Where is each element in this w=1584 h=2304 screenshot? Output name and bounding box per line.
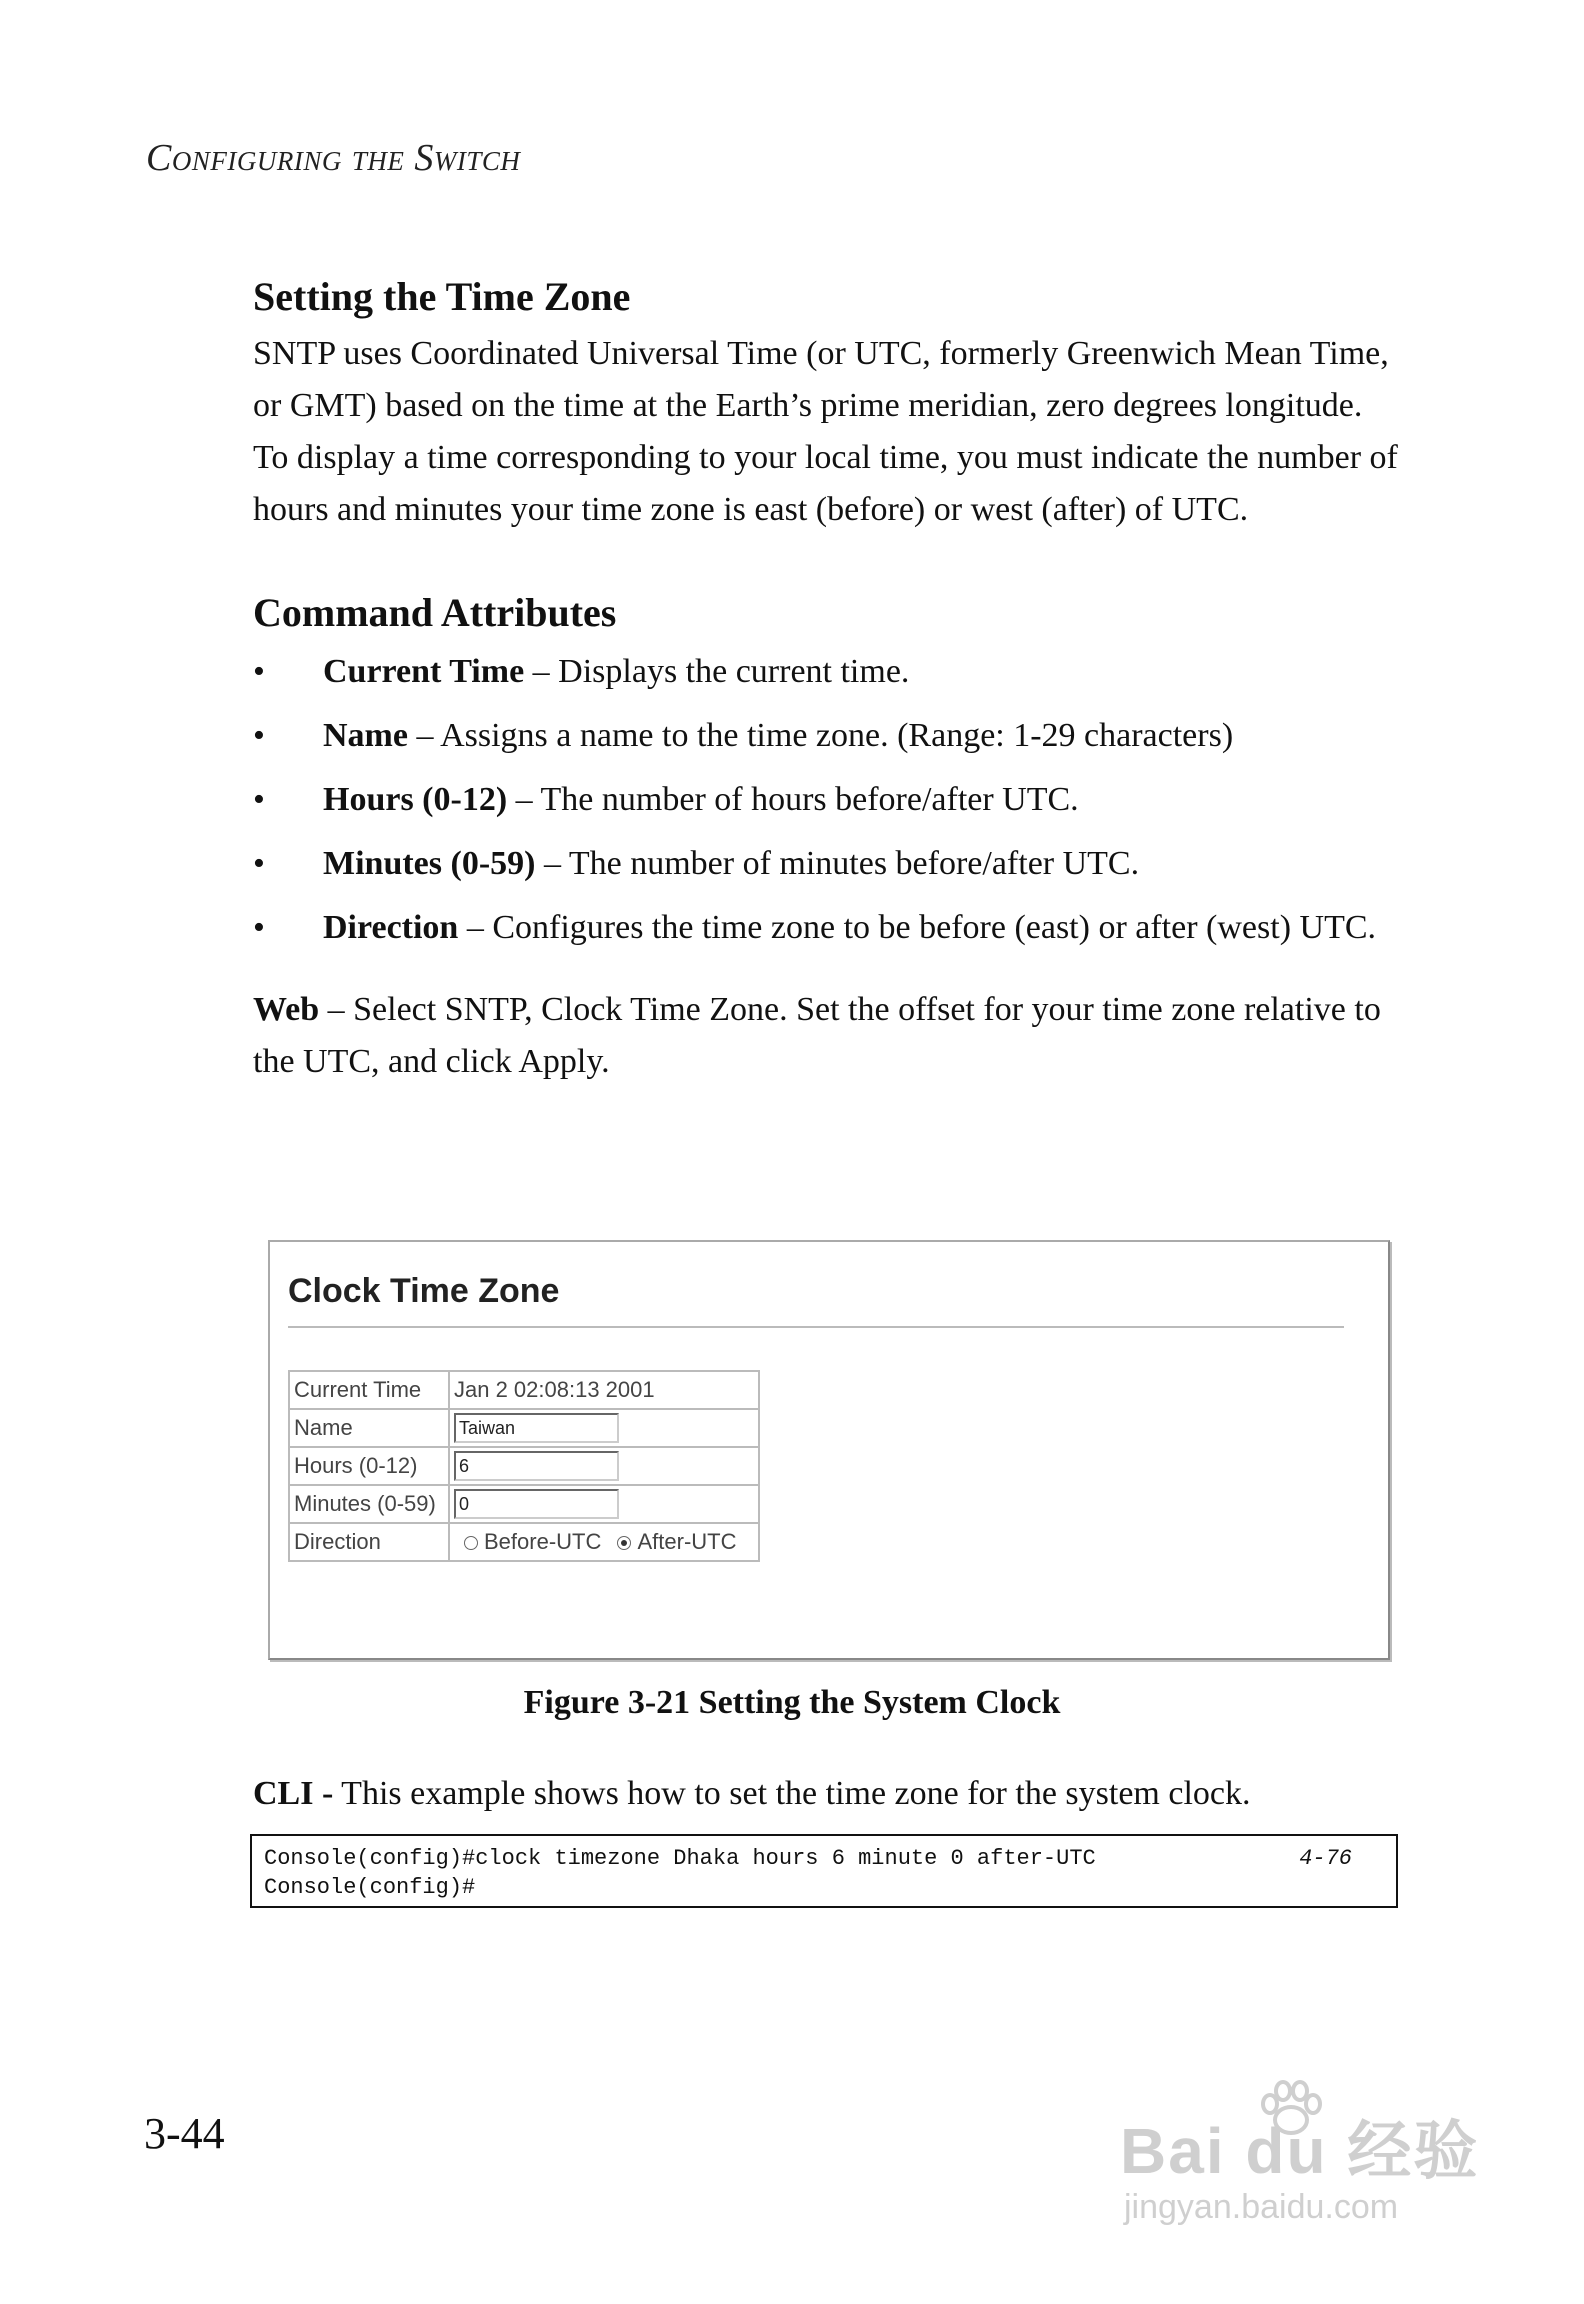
minutes-label: Minutes (0-59) (289, 1485, 449, 1523)
watermark-brand: Bai du 经验 (1120, 2115, 1480, 2187)
bullet-icon: • (253, 909, 265, 946)
bullet-icon: • (253, 845, 265, 882)
name-input[interactable]: Taiwan (454, 1413, 619, 1443)
section-title-time-zone: Setting the Time Zone (253, 274, 631, 319)
attribute-item: • Direction – Configures the time zone to be before (east) or after (west) UTC. (253, 902, 1398, 954)
screenshot-title: Clock Time Zone (288, 1272, 560, 1310)
name-label: Name (289, 1409, 449, 1447)
attribute-item: • Name – Assigns a name to the time zone. (Range: 1-29 characters) (253, 710, 1398, 762)
cli-instructions: CLI - This example shows how to set the time zone for the system clock. (253, 1775, 1251, 1812)
code-reference: 4-76 (1299, 1846, 1352, 1871)
bullet-icon: • (253, 717, 265, 754)
page-number: 3-44 (144, 2109, 225, 2158)
cli-code-block (250, 1834, 1398, 1908)
attribute-item: • Minutes (0-59) – The number of minutes before/after UTC. (253, 838, 1398, 890)
table-row (289, 1523, 759, 1561)
figure-caption: Figure 3-21 Setting the System Clock (523, 1684, 1061, 1721)
attribute-item: • Hours (0-12) – The number of hours before/after UTC. (253, 774, 1398, 826)
running-header: Configuring the Switch (146, 137, 521, 179)
current-time-value: Jan 2 02:08:13 2001 (449, 1371, 759, 1409)
before-utc-radio[interactable] (464, 1536, 478, 1550)
code-line: Console(config)#clock timezone Dhaka hours 6 minute 0 after-UTC (264, 1846, 1096, 1871)
table-row (289, 1447, 759, 1485)
direction-label: Direction (289, 1523, 449, 1561)
table-row (289, 1409, 759, 1447)
time-zone-form (288, 1370, 760, 1562)
time-zone-description: SNTP uses Coordinated Universal Time (or UTC, formerly Greenwich Mean Time, or GMT) based on the time at the Earth’s prime meridian, zero degrees longitude. To display a time corresponding to your local time, you must indicate the number of hours and minutes your time zone is east (before) or west (after) of UTC. (253, 335, 1398, 528)
web-instructions: Web – Select SNTP, Clock Time Zone. Set the offset for your time zone relative to the UTC, and click Apply. (253, 991, 1381, 1080)
code-line: Console(config)# (264, 1875, 476, 1900)
clock-time-zone-screenshot (268, 1240, 1390, 1660)
after-utc-radio[interactable] (617, 1536, 631, 1550)
attribute-item: • Current Time – Displays the current time. (253, 646, 1398, 698)
minutes-input[interactable]: 0 (454, 1489, 619, 1519)
current-time-label: Current Time (289, 1371, 449, 1409)
before-utc-label: Before-UTC (484, 1529, 602, 1554)
title-divider (288, 1326, 1344, 1328)
hours-input[interactable]: 6 (454, 1451, 619, 1481)
table-row (289, 1485, 759, 1523)
main-content (253, 272, 1398, 1088)
table-row (289, 1371, 759, 1409)
section-title-command-attributes: Command Attributes (253, 590, 617, 635)
attribute-list (253, 646, 1398, 954)
bullet-icon: • (253, 781, 265, 818)
bullet-icon: • (253, 653, 265, 690)
hours-label: Hours (0-12) (289, 1447, 449, 1485)
baidu-watermark (1120, 2080, 1500, 2240)
watermark-url: jingyan.baidu.com (1124, 2188, 1399, 2226)
after-utc-label: After-UTC (637, 1529, 737, 1554)
